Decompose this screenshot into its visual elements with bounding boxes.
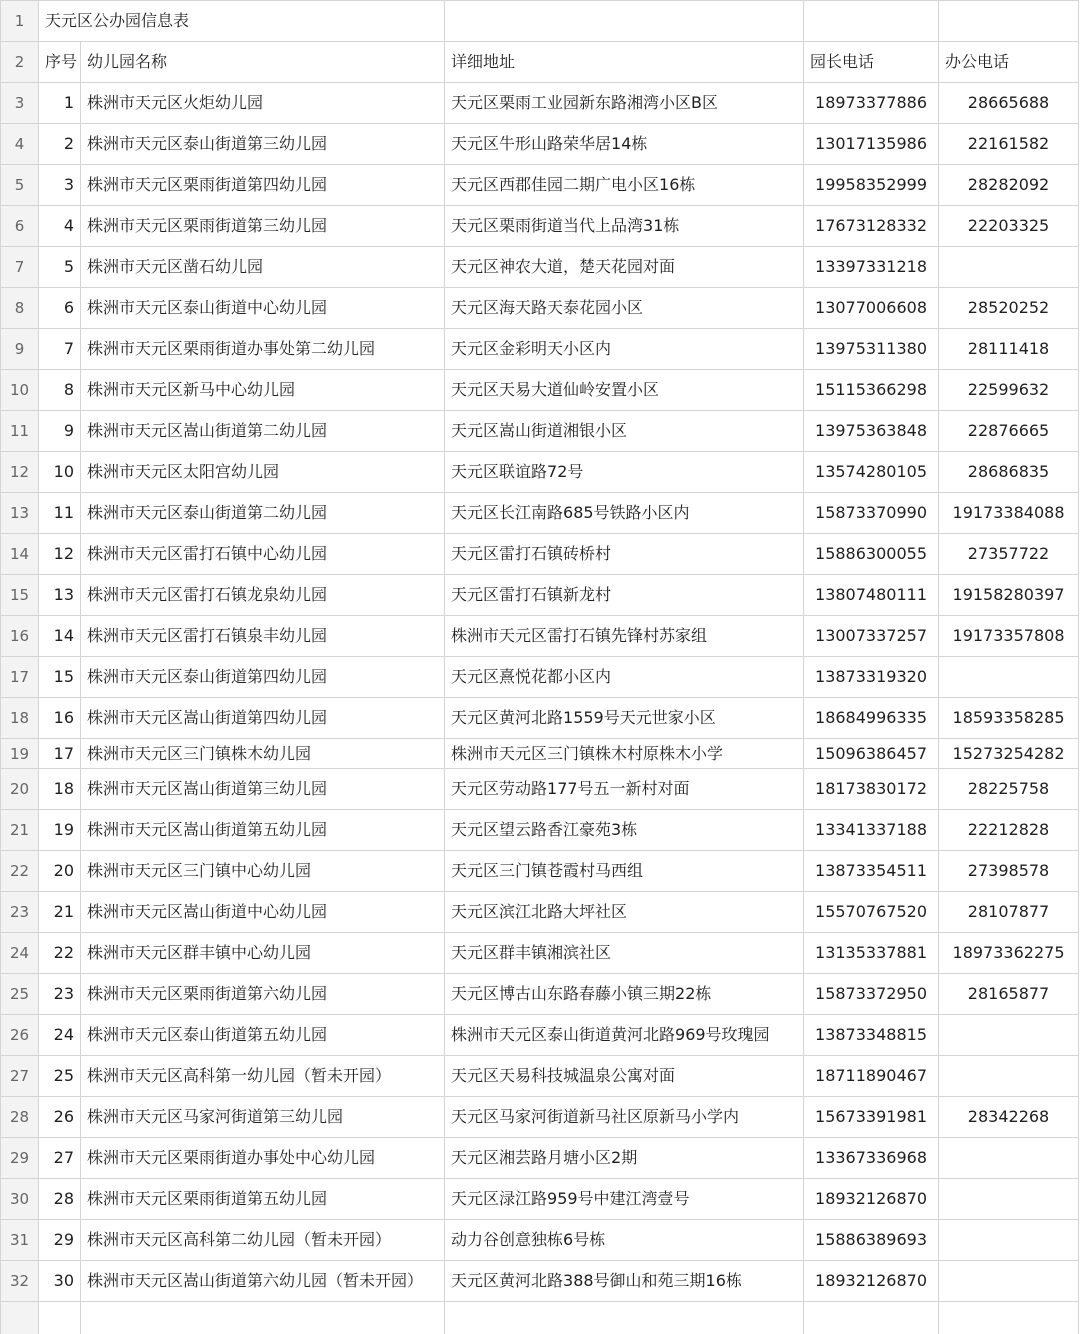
principal-phone-cell[interactable]: 13873354511 bbox=[804, 851, 939, 892]
name-cell[interactable]: 株洲市天元区栗雨街道第三幼儿园 bbox=[81, 206, 445, 247]
index-cell[interactable]: 9 bbox=[39, 411, 81, 452]
table-row bbox=[1, 288, 1079, 329]
row-number: 9 bbox=[1, 329, 39, 370]
principal-phone-cell[interactable]: 15570767520 bbox=[804, 892, 939, 933]
principal-phone-cell[interactable]: 13017135986 bbox=[804, 124, 939, 165]
row-number: 20 bbox=[1, 769, 39, 810]
office-phone-cell[interactable] bbox=[939, 1261, 1079, 1302]
office-phone-cell[interactable]: 28665688 bbox=[939, 83, 1079, 124]
row-number: 29 bbox=[1, 1138, 39, 1179]
office-phone-cell[interactable]: 28342268 bbox=[939, 1097, 1079, 1138]
name-cell[interactable]: 株洲市天元区泰山街道第三幼儿园 bbox=[81, 124, 445, 165]
table-row bbox=[1, 83, 1079, 124]
name-cell[interactable]: 株洲市天元区新马中心幼儿园 bbox=[81, 370, 445, 411]
principal-phone-cell[interactable]: 15115366298 bbox=[804, 370, 939, 411]
name-cell[interactable]: 株洲市天元区嵩山街道中心幼儿园 bbox=[81, 892, 445, 933]
row-number: 19 bbox=[1, 739, 39, 769]
name-cell[interactable]: 株洲市天元区群丰镇中心幼儿园 bbox=[81, 933, 445, 974]
name-cell[interactable]: 株洲市天元区雷打石镇中心幼儿园 bbox=[81, 534, 445, 575]
principal-phone-cell[interactable]: 18711890467 bbox=[804, 1056, 939, 1097]
principal-phone-cell[interactable]: 13873319320 bbox=[804, 657, 939, 698]
office-phone-cell[interactable]: 27357722 bbox=[939, 534, 1079, 575]
principal-phone-cell[interactable]: 13367336968 bbox=[804, 1138, 939, 1179]
index-cell[interactable]: 11 bbox=[39, 493, 81, 534]
name-cell[interactable]: 株洲市天元区火炬幼儿园 bbox=[81, 83, 445, 124]
address-cell[interactable]: 株洲市天元区雷打石镇先锋村苏家组 bbox=[445, 616, 804, 657]
address-cell[interactable]: 天元区滨江北路大坪社区 bbox=[445, 892, 804, 933]
empty-cell[interactable] bbox=[81, 1302, 445, 1334]
empty-cell[interactable] bbox=[804, 1302, 939, 1334]
principal-phone-cell[interactable]: 15673391981 bbox=[804, 1097, 939, 1138]
address-cell[interactable]: 天元区西郡佳园二期广电小区16栋 bbox=[445, 165, 804, 206]
office-phone-cell[interactable] bbox=[939, 247, 1079, 288]
table-row bbox=[1, 1261, 1079, 1302]
index-cell[interactable]: 8 bbox=[39, 370, 81, 411]
office-phone-cell[interactable]: 28686835 bbox=[939, 452, 1079, 493]
row-number: 26 bbox=[1, 1015, 39, 1056]
index-cell[interactable]: 1 bbox=[39, 83, 81, 124]
principal-phone-cell[interactable]: 18932126870 bbox=[804, 1261, 939, 1302]
address-cell[interactable]: 天元区栗雨工业园新东路湘湾小区B区 bbox=[445, 83, 804, 124]
index-cell[interactable]: 10 bbox=[39, 452, 81, 493]
index-cell[interactable]: 4 bbox=[39, 206, 81, 247]
address-cell[interactable]: 天元区渌江路959号中建江湾壹号 bbox=[445, 1179, 804, 1220]
index-cell[interactable]: 19 bbox=[39, 810, 81, 851]
office-phone-cell[interactable]: 28165877 bbox=[939, 974, 1079, 1015]
row-number: 30 bbox=[1, 1179, 39, 1220]
row-number: 11 bbox=[1, 411, 39, 452]
row-number: 12 bbox=[1, 452, 39, 493]
address-cell[interactable]: 天元区雷打石镇砖桥村 bbox=[445, 534, 804, 575]
row-number: 31 bbox=[1, 1220, 39, 1261]
sheet-title-cell[interactable]: 天元区公办园信息表 bbox=[39, 1, 445, 42]
table-row bbox=[1, 616, 1079, 657]
name-cell[interactable]: 株洲市天元区三门镇中心幼儿园 bbox=[81, 851, 445, 892]
table-row bbox=[1, 739, 1079, 769]
row-number: 15 bbox=[1, 575, 39, 616]
office-phone-cell[interactable] bbox=[939, 1138, 1079, 1179]
row-number: 16 bbox=[1, 616, 39, 657]
office-phone-cell[interactable]: 22599632 bbox=[939, 370, 1079, 411]
header-address-cell[interactable]: 详细地址 bbox=[445, 42, 804, 83]
header-index-cell[interactable]: 序号 bbox=[39, 42, 81, 83]
header-office-phone-cell[interactable]: 办公电话 bbox=[939, 42, 1079, 83]
index-cell[interactable]: 18 bbox=[39, 769, 81, 810]
index-cell[interactable]: 25 bbox=[39, 1056, 81, 1097]
table-row bbox=[1, 575, 1079, 616]
name-cell[interactable]: 株洲市天元区三门镇株木幼儿园 bbox=[81, 739, 445, 769]
empty-cell[interactable] bbox=[939, 1, 1079, 42]
name-cell[interactable]: 株洲市天元区嵩山街道第三幼儿园 bbox=[81, 769, 445, 810]
name-cell[interactable]: 株洲市天元区栗雨街道第四幼儿园 bbox=[81, 165, 445, 206]
address-cell[interactable]: 天元区雷打石镇新龙村 bbox=[445, 575, 804, 616]
principal-phone-cell[interactable]: 13574280105 bbox=[804, 452, 939, 493]
row-number: 21 bbox=[1, 810, 39, 851]
address-cell[interactable]: 天元区马家河街道新马社区原新马小学内 bbox=[445, 1097, 804, 1138]
name-cell[interactable]: 株洲市天元区太阳宫幼儿园 bbox=[81, 452, 445, 493]
row-number: 3 bbox=[1, 83, 39, 124]
index-cell[interactable]: 21 bbox=[39, 892, 81, 933]
table-row bbox=[1, 1138, 1079, 1179]
name-cell[interactable]: 株洲市天元区泰山街道中心幼儿园 bbox=[81, 288, 445, 329]
principal-phone-cell[interactable]: 15873372950 bbox=[804, 974, 939, 1015]
empty-cell[interactable] bbox=[939, 1302, 1079, 1334]
table-row bbox=[1, 1015, 1079, 1056]
address-cell[interactable]: 天元区博古山东路春藤小镇三期22栋 bbox=[445, 974, 804, 1015]
principal-phone-cell[interactable]: 13077006608 bbox=[804, 288, 939, 329]
table-row bbox=[1, 411, 1079, 452]
table-row bbox=[1, 698, 1079, 739]
address-cell[interactable]: 天元区金彩明天小区内 bbox=[445, 329, 804, 370]
row-number: 25 bbox=[1, 974, 39, 1015]
name-cell[interactable]: 株洲市天元区泰山街道第二幼儿园 bbox=[81, 493, 445, 534]
index-cell[interactable]: 6 bbox=[39, 288, 81, 329]
principal-phone-cell[interactable]: 13397331218 bbox=[804, 247, 939, 288]
address-cell[interactable]: 天元区嵩山街道湘银小区 bbox=[445, 411, 804, 452]
table-row bbox=[1, 534, 1079, 575]
address-cell[interactable]: 株洲市天元区泰山街道黄河北路969号玫瑰园 bbox=[445, 1015, 804, 1056]
office-phone-cell[interactable] bbox=[939, 1220, 1079, 1261]
address-cell[interactable]: 天元区三门镇苍霞村马西组 bbox=[445, 851, 804, 892]
address-cell[interactable]: 天元区长江南路685号铁路小区内 bbox=[445, 493, 804, 534]
table-row bbox=[1, 124, 1079, 165]
office-phone-cell[interactable]: 19173357808 bbox=[939, 616, 1079, 657]
index-cell[interactable]: 20 bbox=[39, 851, 81, 892]
title-row bbox=[1, 1, 1079, 42]
principal-phone-cell[interactable]: 18684996335 bbox=[804, 698, 939, 739]
office-phone-cell[interactable]: 28111418 bbox=[939, 329, 1079, 370]
index-cell[interactable]: 26 bbox=[39, 1097, 81, 1138]
table-row bbox=[1, 165, 1079, 206]
name-cell[interactable]: 株洲市天元区泰山街道第四幼儿园 bbox=[81, 657, 445, 698]
index-cell[interactable]: 23 bbox=[39, 974, 81, 1015]
table-row bbox=[1, 892, 1079, 933]
row-number: 32 bbox=[1, 1261, 39, 1302]
office-phone-cell[interactable]: 18593358285 bbox=[939, 698, 1079, 739]
index-cell[interactable]: 29 bbox=[39, 1220, 81, 1261]
principal-phone-cell[interactable]: 18932126870 bbox=[804, 1179, 939, 1220]
table-row bbox=[1, 974, 1079, 1015]
office-phone-cell[interactable]: 22212828 bbox=[939, 810, 1079, 851]
principal-phone-cell[interactable]: 13007337257 bbox=[804, 616, 939, 657]
principal-phone-cell[interactable]: 15886389693 bbox=[804, 1220, 939, 1261]
row-number: 7 bbox=[1, 247, 39, 288]
row-number: 24 bbox=[1, 933, 39, 974]
office-phone-cell[interactable]: 15273254282 bbox=[939, 739, 1079, 769]
principal-phone-cell[interactable]: 13807480111 bbox=[804, 575, 939, 616]
row-number: 2 bbox=[1, 42, 39, 83]
row-number: 23 bbox=[1, 892, 39, 933]
office-phone-cell[interactable]: 28225758 bbox=[939, 769, 1079, 810]
office-phone-cell[interactable]: 28107877 bbox=[939, 892, 1079, 933]
name-cell[interactable]: 株洲市天元区泰山街道第五幼儿园 bbox=[81, 1015, 445, 1056]
index-cell[interactable]: 15 bbox=[39, 657, 81, 698]
office-phone-cell[interactable]: 22161582 bbox=[939, 124, 1079, 165]
principal-phone-cell[interactable]: 15873370990 bbox=[804, 493, 939, 534]
index-cell[interactable]: 5 bbox=[39, 247, 81, 288]
address-cell[interactable]: 天元区天易大道仙岭安置小区 bbox=[445, 370, 804, 411]
name-cell[interactable]: 株洲市天元区栗雨街道第五幼儿园 bbox=[81, 1179, 445, 1220]
office-phone-cell[interactable]: 22203325 bbox=[939, 206, 1079, 247]
index-cell[interactable]: 13 bbox=[39, 575, 81, 616]
table-row bbox=[1, 657, 1079, 698]
empty-cell[interactable] bbox=[445, 1302, 804, 1334]
name-cell[interactable]: 株洲市天元区嵩山街道第五幼儿园 bbox=[81, 810, 445, 851]
table-row bbox=[1, 370, 1079, 411]
office-phone-cell[interactable]: 28520252 bbox=[939, 288, 1079, 329]
principal-phone-cell[interactable]: 15096386457 bbox=[804, 739, 939, 769]
principal-phone-cell[interactable]: 19958352999 bbox=[804, 165, 939, 206]
office-phone-cell[interactable] bbox=[939, 1015, 1079, 1056]
principal-phone-cell[interactable]: 13873348815 bbox=[804, 1015, 939, 1056]
address-cell[interactable]: 天元区熹悦花都小区内 bbox=[445, 657, 804, 698]
index-cell[interactable]: 12 bbox=[39, 534, 81, 575]
name-cell[interactable]: 株洲市天元区栗雨街道办事处中心幼儿园 bbox=[81, 1138, 445, 1179]
row-number: 17 bbox=[1, 657, 39, 698]
index-cell[interactable]: 7 bbox=[39, 329, 81, 370]
row-number: 27 bbox=[1, 1056, 39, 1097]
table-row bbox=[1, 769, 1079, 810]
table-row bbox=[1, 452, 1079, 493]
index-cell[interactable]: 17 bbox=[39, 739, 81, 769]
empty-cell[interactable] bbox=[445, 1, 804, 42]
header-principal-phone-cell[interactable]: 园长电话 bbox=[804, 42, 939, 83]
index-cell[interactable]: 22 bbox=[39, 933, 81, 974]
address-cell[interactable]: 天元区黄河北路388号御山和苑三期16栋 bbox=[445, 1261, 804, 1302]
row-number: 4 bbox=[1, 124, 39, 165]
address-cell[interactable]: 天元区望云路香江豪苑3栋 bbox=[445, 810, 804, 851]
address-cell[interactable]: 天元区劳动路177号五一新村对面 bbox=[445, 769, 804, 810]
name-cell[interactable]: 株洲市天元区嵩山街道第六幼儿园（暂未开园） bbox=[81, 1261, 445, 1302]
address-cell[interactable]: 天元区牛形山路荣华居14栋 bbox=[445, 124, 804, 165]
principal-phone-cell[interactable]: 13341337188 bbox=[804, 810, 939, 851]
name-cell[interactable]: 株洲市天元区雷打石镇泉丰幼儿园 bbox=[81, 616, 445, 657]
row-number: 22 bbox=[1, 851, 39, 892]
address-cell[interactable]: 天元区天易科技城温泉公寓对面 bbox=[445, 1056, 804, 1097]
name-cell[interactable]: 株洲市天元区嵩山街道第二幼儿园 bbox=[81, 411, 445, 452]
office-phone-cell[interactable]: 19173384088 bbox=[939, 493, 1079, 534]
address-cell[interactable]: 天元区栗雨街道当代上品湾31栋 bbox=[445, 206, 804, 247]
principal-phone-cell[interactable]: 17673128332 bbox=[804, 206, 939, 247]
index-cell[interactable]: 16 bbox=[39, 698, 81, 739]
office-phone-cell[interactable]: 27398578 bbox=[939, 851, 1079, 892]
principal-phone-cell[interactable]: 13135337881 bbox=[804, 933, 939, 974]
row-number: 8 bbox=[1, 288, 39, 329]
table-row bbox=[1, 810, 1079, 851]
name-cell[interactable]: 株洲市天元区栗雨街道第六幼儿园 bbox=[81, 974, 445, 1015]
table-row bbox=[1, 1220, 1079, 1261]
table-row bbox=[1, 1302, 1079, 1334]
index-cell[interactable]: 2 bbox=[39, 124, 81, 165]
row-number bbox=[1, 1302, 39, 1334]
office-phone-cell[interactable]: 28282092 bbox=[939, 165, 1079, 206]
principal-phone-cell[interactable]: 13975363848 bbox=[804, 411, 939, 452]
name-cell[interactable]: 株洲市天元区雷打石镇龙泉幼儿园 bbox=[81, 575, 445, 616]
address-cell[interactable]: 天元区联谊路72号 bbox=[445, 452, 804, 493]
table-row bbox=[1, 206, 1079, 247]
name-cell[interactable]: 株洲市天元区高科第一幼儿园（暂未开园） bbox=[81, 1056, 445, 1097]
header-name-cell[interactable]: 幼儿园名称 bbox=[81, 42, 445, 83]
address-cell[interactable]: 动力谷创意独栋6号栋 bbox=[445, 1220, 804, 1261]
name-cell[interactable]: 株洲市天元区嵩山街道第四幼儿园 bbox=[81, 698, 445, 739]
index-cell[interactable]: 30 bbox=[39, 1261, 81, 1302]
index-cell[interactable]: 3 bbox=[39, 165, 81, 206]
address-cell[interactable]: 天元区黄河北路1559号天元世家小区 bbox=[445, 698, 804, 739]
name-cell[interactable]: 株洲市天元区高科第二幼儿园（暂未开园） bbox=[81, 1220, 445, 1261]
row-number: 5 bbox=[1, 165, 39, 206]
office-phone-cell[interactable] bbox=[939, 1056, 1079, 1097]
table-row bbox=[1, 1179, 1079, 1220]
address-cell[interactable]: 株洲市天元区三门镇株木村原株木小学 bbox=[445, 739, 804, 769]
row-number: 14 bbox=[1, 534, 39, 575]
address-cell[interactable]: 天元区群丰镇湘滨社区 bbox=[445, 933, 804, 974]
principal-phone-cell[interactable]: 15886300055 bbox=[804, 534, 939, 575]
office-phone-cell[interactable] bbox=[939, 657, 1079, 698]
row-number: 1 bbox=[1, 1, 39, 42]
empty-cell[interactable] bbox=[39, 1302, 81, 1334]
name-cell[interactable]: 株洲市天元区马家河街道第三幼儿园 bbox=[81, 1097, 445, 1138]
index-cell[interactable]: 14 bbox=[39, 616, 81, 657]
index-cell[interactable]: 24 bbox=[39, 1015, 81, 1056]
table-row bbox=[1, 247, 1079, 288]
table-row bbox=[1, 493, 1079, 534]
address-cell[interactable]: 天元区湘芸路月塘小区2期 bbox=[445, 1138, 804, 1179]
table-row bbox=[1, 1097, 1079, 1138]
principal-phone-cell[interactable]: 13975311380 bbox=[804, 329, 939, 370]
row-number: 13 bbox=[1, 493, 39, 534]
office-phone-cell[interactable]: 22876665 bbox=[939, 411, 1079, 452]
index-cell[interactable]: 27 bbox=[39, 1138, 81, 1179]
office-phone-cell[interactable]: 18973362275 bbox=[939, 933, 1079, 974]
office-phone-cell[interactable] bbox=[939, 1179, 1079, 1220]
principal-phone-cell[interactable]: 18173830172 bbox=[804, 769, 939, 810]
header-row bbox=[1, 42, 1079, 83]
address-cell[interactable]: 天元区海天路天泰花园小区 bbox=[445, 288, 804, 329]
table-row bbox=[1, 933, 1079, 974]
row-number: 28 bbox=[1, 1097, 39, 1138]
name-cell[interactable]: 株洲市天元区凿石幼儿园 bbox=[81, 247, 445, 288]
empty-cell[interactable] bbox=[804, 1, 939, 42]
address-cell[interactable]: 天元区神农大道，楚天花园对面 bbox=[445, 247, 804, 288]
index-cell[interactable]: 28 bbox=[39, 1179, 81, 1220]
table-row bbox=[1, 329, 1079, 370]
row-number: 10 bbox=[1, 370, 39, 411]
name-cell[interactable]: 株洲市天元区栗雨街道办事处第二幼儿园 bbox=[81, 329, 445, 370]
row-number: 18 bbox=[1, 698, 39, 739]
table-row bbox=[1, 1056, 1079, 1097]
table-row bbox=[1, 851, 1079, 892]
row-number: 6 bbox=[1, 206, 39, 247]
principal-phone-cell[interactable]: 18973377886 bbox=[804, 83, 939, 124]
office-phone-cell[interactable]: 19158280397 bbox=[939, 575, 1079, 616]
